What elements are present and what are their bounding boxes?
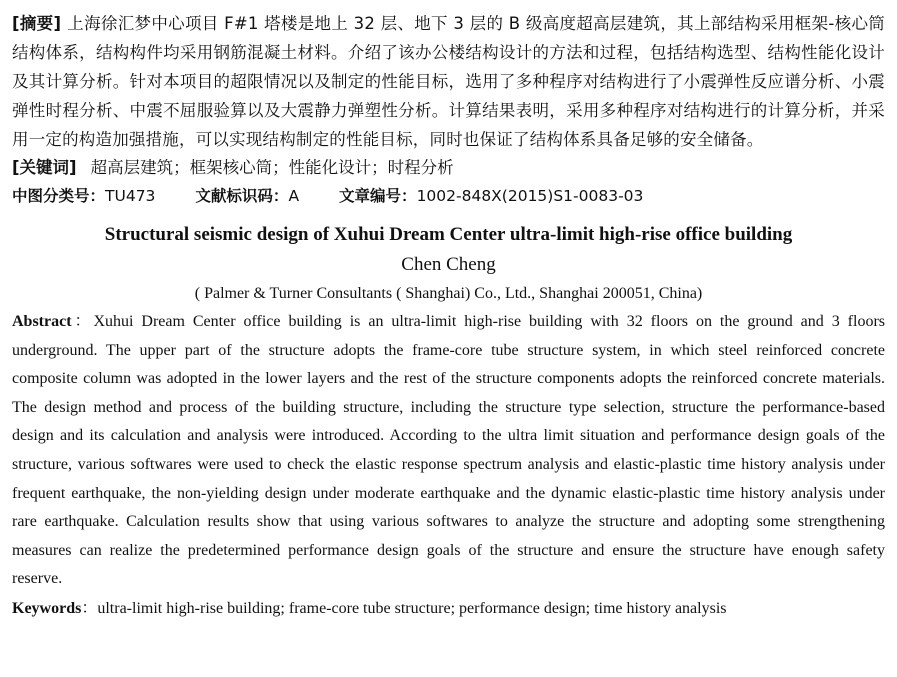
- chinese-abstract-tag: [摘要]: [12, 14, 62, 33]
- article-number-label: 文章编号：: [339, 187, 417, 205]
- chinese-abstract: [12, 9, 885, 154]
- clc-number: [12, 187, 155, 205]
- chinese-keywords-text: 超高层建筑；框架核心筒；性能化设计；时程分析: [90, 158, 454, 177]
- english-affiliation: ( Palmer & Turner Consultants ( Shanghai) Co., Ltd., Shanghai 200051, China): [194, 285, 703, 302]
- article-number: [339, 187, 643, 205]
- document-code-label: 文献标识码：: [195, 187, 289, 205]
- document-code: [195, 187, 299, 205]
- english-abstract: [12, 308, 885, 594]
- english-keywords-text: ultra-limit high-rise building; frame-core tube structure; performance design; time history analysis: [97, 599, 727, 617]
- english-author: Chen Cheng: [401, 254, 496, 275]
- english-keywords-label: Keywords: [12, 599, 82, 617]
- clc-value: TU473: [105, 187, 156, 205]
- english-abstract-label: Abstract: [12, 313, 72, 330]
- english-abstract-separator: ：: [71, 313, 94, 330]
- article-number-value: 1002-848X(2015)S1-0083-03: [416, 187, 644, 205]
- chinese-keywords: [12, 154, 885, 182]
- chinese-keywords-tag: [关键词]: [12, 158, 77, 177]
- english-keywords: [12, 596, 885, 622]
- document-code-value: A: [288, 187, 300, 205]
- english-abstract-text: Xuhui Dream Center office building is an ultra-limit high-rise building with 32 floors on the ground and 3 floors underground. The upper part of the structure adopts the frame-core tube structure system, in which steel reinforced concrete composite column was adopted in the lower layers and the rest of the structure components adopts the reinforced concrete materials. The design method and process of the building structure, including the structure type selection, structure the performance-based design and its calculation and analysis were introduced. According to the ultra limit situation and performance design goals of the structure, various softwares were used to check the elastic response spectrum analysis and elastic-plastic time history analysis under frequent earthquake, the non-yielding design under moderate earthquake and the dynamic elastic-plastic time history analysis under rare earthquake. Calculation results show that using various softwares to analyze the structure and adopting some strengthening measures can realize the predetermined performance design goals of the structure and ensure the structure have enough safety reserve.: [12, 313, 885, 588]
- classification-line: [12, 182, 885, 210]
- english-title: Structural seismic design of Xuhui Dream Center ultra-limit high-rise office building: [104, 224, 793, 245]
- chinese-abstract-text: 上海徐汇梦中心项目 F#1 塔楼是地上 32 层、地下 3 层的 B 级高度超高层建筑，其上部结构采用框架-核心筒结构体系，结构构件均采用钢筋混凝土材料。介绍了该办公楼结构设计的方法和过程，包括结构选型、结构性能化设计及其计算分析。针对本项目的超限情况以及制定的性能目标，选用了多种程序对结构进行了小震弹性反应谱分析、小震弹性时程分析、中震不屈服验算以及大震静力弹塑性分析。计算结果表明，采用多种程序对结构进行的计算分析，并采用一定的构造加强措施，可以实现结构制定的性能目标，同时也保证了结构体系具备足够的安全储备。: [12, 14, 885, 149]
- clc-label: 中图分类号：: [12, 187, 106, 205]
- english-keywords-separator: ：: [81, 599, 98, 617]
